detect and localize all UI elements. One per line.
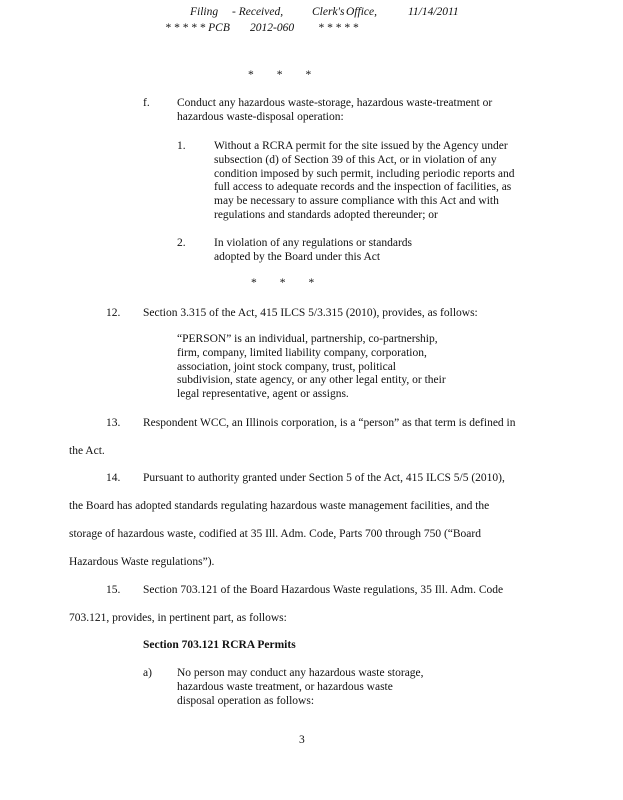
definition-quote: “PERSON” is an individual, partnership, co-partnership, firm, company, limited liability company, corporation, association, joint stock company, trust, political subdivision, state agency, or any other legal entity, or their legal representative, agent or assigns.: [177, 333, 446, 401]
stamp-stars-right: * * * * *: [318, 22, 359, 34]
paragraph-text-13-line2: the Act.: [69, 445, 105, 457]
paragraph-text-14-line2: the Board has adopted standards regulating hazardous waste management facilities, and the: [69, 500, 490, 512]
ellipsis-asterisks: * * *: [248, 69, 312, 81]
paragraph-number-12: 12.: [106, 307, 121, 319]
stamp-filing: Filing: [190, 6, 219, 18]
paragraph-text-15-line2: 703.121, provides, in pertinent part, as follows:: [69, 612, 287, 624]
subitem-label-2: 2.: [177, 237, 186, 249]
subitem-label-1: 1.: [177, 140, 186, 152]
stamp-stars-left: * * * * * PCB: [165, 22, 230, 34]
stamp-office: Office,: [346, 6, 377, 18]
paragraph-text-14-line1: Pursuant to authority granted under Section 5 of the Act, 415 ILCS 5/5 (2010),: [143, 472, 505, 484]
subitem-text-2: In violation of any regulations or standards adopted by the Board under this Act: [214, 237, 413, 263]
ellipsis-asterisks: * * *: [251, 277, 315, 289]
item-text-f: Conduct any hazardous waste-storage, hazardous waste-treatment or hazardous waste-disposal operation:: [177, 97, 493, 123]
paragraph-text-13-line1: Respondent WCC, an Illinois corporation, is a “person” as that term is defined in: [143, 417, 516, 429]
page-number: 3: [299, 734, 305, 746]
stamp-case-number: 2012-060: [250, 22, 295, 34]
paragraph-number-13: 13.: [106, 417, 121, 429]
stamp-date: 11/14/2011: [408, 6, 459, 18]
section-heading: Section 703.121 RCRA Permits: [143, 639, 296, 651]
item-text-a: No person may conduct any hazardous waste storage, hazardous waste treatment, or hazardous waste disposal operation as follows:: [177, 667, 424, 707]
paragraph-text-12: Section 3.315 of the Act, 415 ILCS 5/3.315 (2010), provides, as follows:: [143, 307, 478, 319]
paragraph-text-15-line1: Section 703.121 of the Board Hazardous Waste regulations, 35 Ill. Adm. Code: [143, 584, 504, 596]
paragraph-number-14: 14.: [106, 472, 121, 484]
item-label-a: a): [143, 667, 152, 679]
item-label-f: f.: [143, 97, 150, 109]
paragraph-text-14-line3: storage of hazardous waste, codified at 35 Ill. Adm. Code, Parts 700 through 750 (“Board: [69, 528, 481, 540]
stamp-clerks: Clerk's: [312, 6, 345, 18]
paragraph-text-14-line4: Hazardous Waste regulations”).: [69, 556, 215, 568]
paragraph-number-15: 15.: [106, 584, 121, 596]
stamp-received: - Received,: [232, 6, 284, 18]
subitem-text-1: Without a RCRA permit for the site issued by the Agency under subsection (d) of Section 39 of this Act, or in violation of any condition imposed by such permit, including periodic reports and full access to adequate records and the inspection of facilities, as may be necessary to assure compliance with this Act and with regulations and standards adopted thereunder; or: [214, 140, 515, 221]
